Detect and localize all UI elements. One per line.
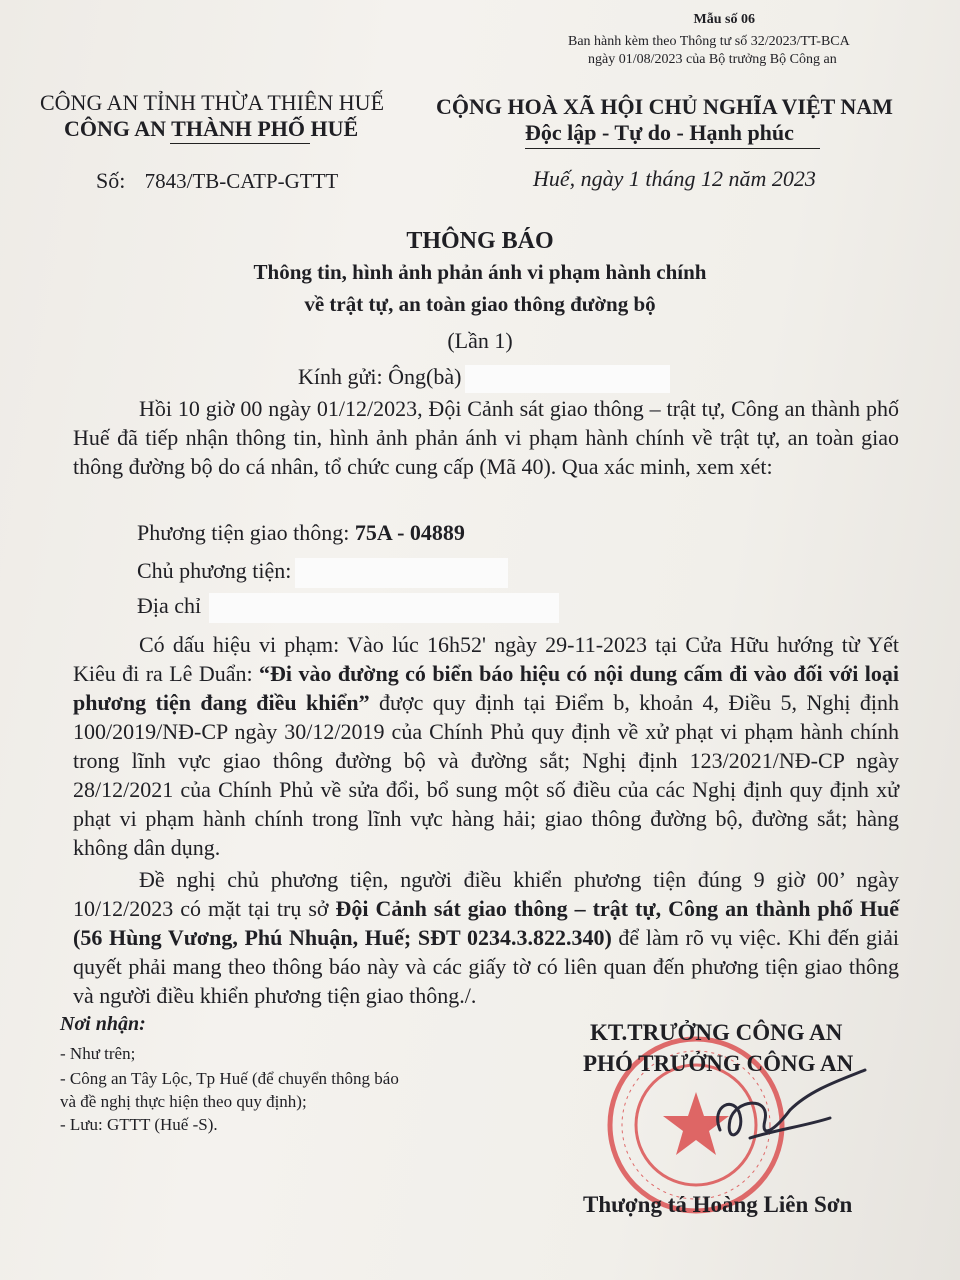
violation-paragraph <box>73 630 899 862</box>
recipients-item: và đề nghị thực hiện theo quy định); <box>60 1092 307 1111</box>
document-number-label: Số: <box>96 168 126 193</box>
document-number <box>96 168 338 194</box>
issuer-name: CÔNG AN THÀNH PHỐ HUẾ <box>64 116 359 141</box>
address-field <box>137 593 559 623</box>
recipients-title: Nơi nhận: <box>60 1013 146 1035</box>
recipient-label: Kính gửi: Ông(bà) <box>298 364 462 389</box>
intro-paragraph: Hồi 10 giờ 00 ngày 01/12/2023, Đội Cảnh sát giao thông – trật tự, Công an thành phố Huế đã tiếp nhận thông tin, hình ảnh phản ánh vi phạm hành chính về trật tự, an toàn giao thông đường bộ do cá nhân, tổ chức cung cấp (Mã 40). Qua xác minh, xem xét: <box>73 396 899 479</box>
document-subtitle-2: về trật tự, an toàn giao thông đường bộ <box>304 292 656 316</box>
violation-legal-basis: được quy định tại Điểm b, khoản 4, Điều 5, Nghị định 100/2019/NĐ-CP ngày 30/12/2019 của Chính Phủ quy định về xử phạt vi phạm hành chính trong lĩnh vực giao thông đường bộ và đường sắt; Nghị định 123/2021/NĐ-CP ngày 28/12/2021 của Chính Phủ về sửa đổi, bổ sung một số điều của các Nghị định quy định xử phạt vi phạm hành chính trong lĩnh vực hàng hải; giao thông đường bộ, đường sắt; hàng không dân dụng. <box>73 690 899 860</box>
document-subtitle-1: Thông tin, hình ảnh phản ánh vi phạm hành chính <box>253 260 707 284</box>
recipients-item: - Như trên; <box>60 1044 136 1063</box>
vehicle-field <box>137 520 465 546</box>
issuer-underline <box>170 143 310 144</box>
signer-name: Thượng tá Hoàng Liên Sơn <box>583 1192 853 1217</box>
vehicle-plate: 75A - 04889 <box>354 520 465 545</box>
document-times: (Lần 1) <box>447 328 513 353</box>
request-instructions: để làm rõ vụ việc. Khi đến giải quyết phải mang theo thông báo này và các giấy tờ có liên quan đến phương tiện giao thông và người điều khiển phương tiện giao thông./. <box>73 925 899 1008</box>
request-intro: Đề nghị chủ phương tiện, người điều khiển phương tiện đúng 9 giờ 00’ ngày 10/12/2023 có mặt tại trụ sở <box>73 867 899 921</box>
nation-motto: Độc lập - Tự do - Hạnh phúc <box>525 120 794 145</box>
document-number-value: 7843/TB-CATP-GTTT <box>144 169 339 193</box>
owner-field <box>137 558 508 588</box>
vehicle-label: Phương tiện giao thông: <box>137 520 350 545</box>
recipients-item: - Công an Tây Lộc, Tp Huế (để chuyển thông báo <box>60 1069 399 1088</box>
violation-description: “Đi vào đường có biển báo hiệu có nội dung cấm đi vào đối với loại phương tiện đang điều khiển” <box>73 661 899 715</box>
owner-label: Chủ phương tiện: <box>137 558 292 584</box>
owner-redaction <box>295 558 508 588</box>
violation-intro: Có dấu hiệu vi phạm: Vào lúc 16h52' ngày 29-11-2023 tại Cửa Hữu hướng từ Yết Kiêu đi ra Lê Duẩn: <box>73 632 899 686</box>
form-issued-with: Ban hành kèm theo Thông tư số 32/2023/TT-BCA <box>568 34 850 49</box>
address-redaction <box>209 593 559 623</box>
address-label: Địa chỉ <box>137 593 202 619</box>
signature-title-2: PHÓ TRƯỞNG CÔNG AN <box>583 1051 854 1076</box>
issuer-parent: CÔNG AN TỈNH THỪA THIÊN HUẾ <box>40 90 385 115</box>
nation-name: CỘNG HOÀ XÃ HỘI CHỦ NGHĨA VIỆT NAM <box>436 94 893 119</box>
form-issued-date: ngày 01/08/2023 của Bộ trưởng Bộ Công an <box>588 52 837 67</box>
recipient-redaction <box>465 365 670 393</box>
recipients-item: - Lưu: GTTT (Huế -S). <box>60 1115 218 1134</box>
document-place-date: Huế, ngày 1 tháng 12 năm 2023 <box>533 166 816 191</box>
recipient-line <box>298 364 670 393</box>
form-number: Mẫu số 06 <box>693 12 755 27</box>
document-title: THÔNG BÁO <box>406 228 554 254</box>
request-office: Đội Cảnh sát giao thông – trật tự, Công an thành phố Huế (56 Hùng Vương, Phú Nhuận, Huế; SĐT 0234.3.822.340) <box>73 896 899 950</box>
motto-underline <box>525 148 820 149</box>
signature-title-1: KT.TRƯỞNG CÔNG AN <box>590 1020 843 1045</box>
request-paragraph <box>73 865 899 1010</box>
